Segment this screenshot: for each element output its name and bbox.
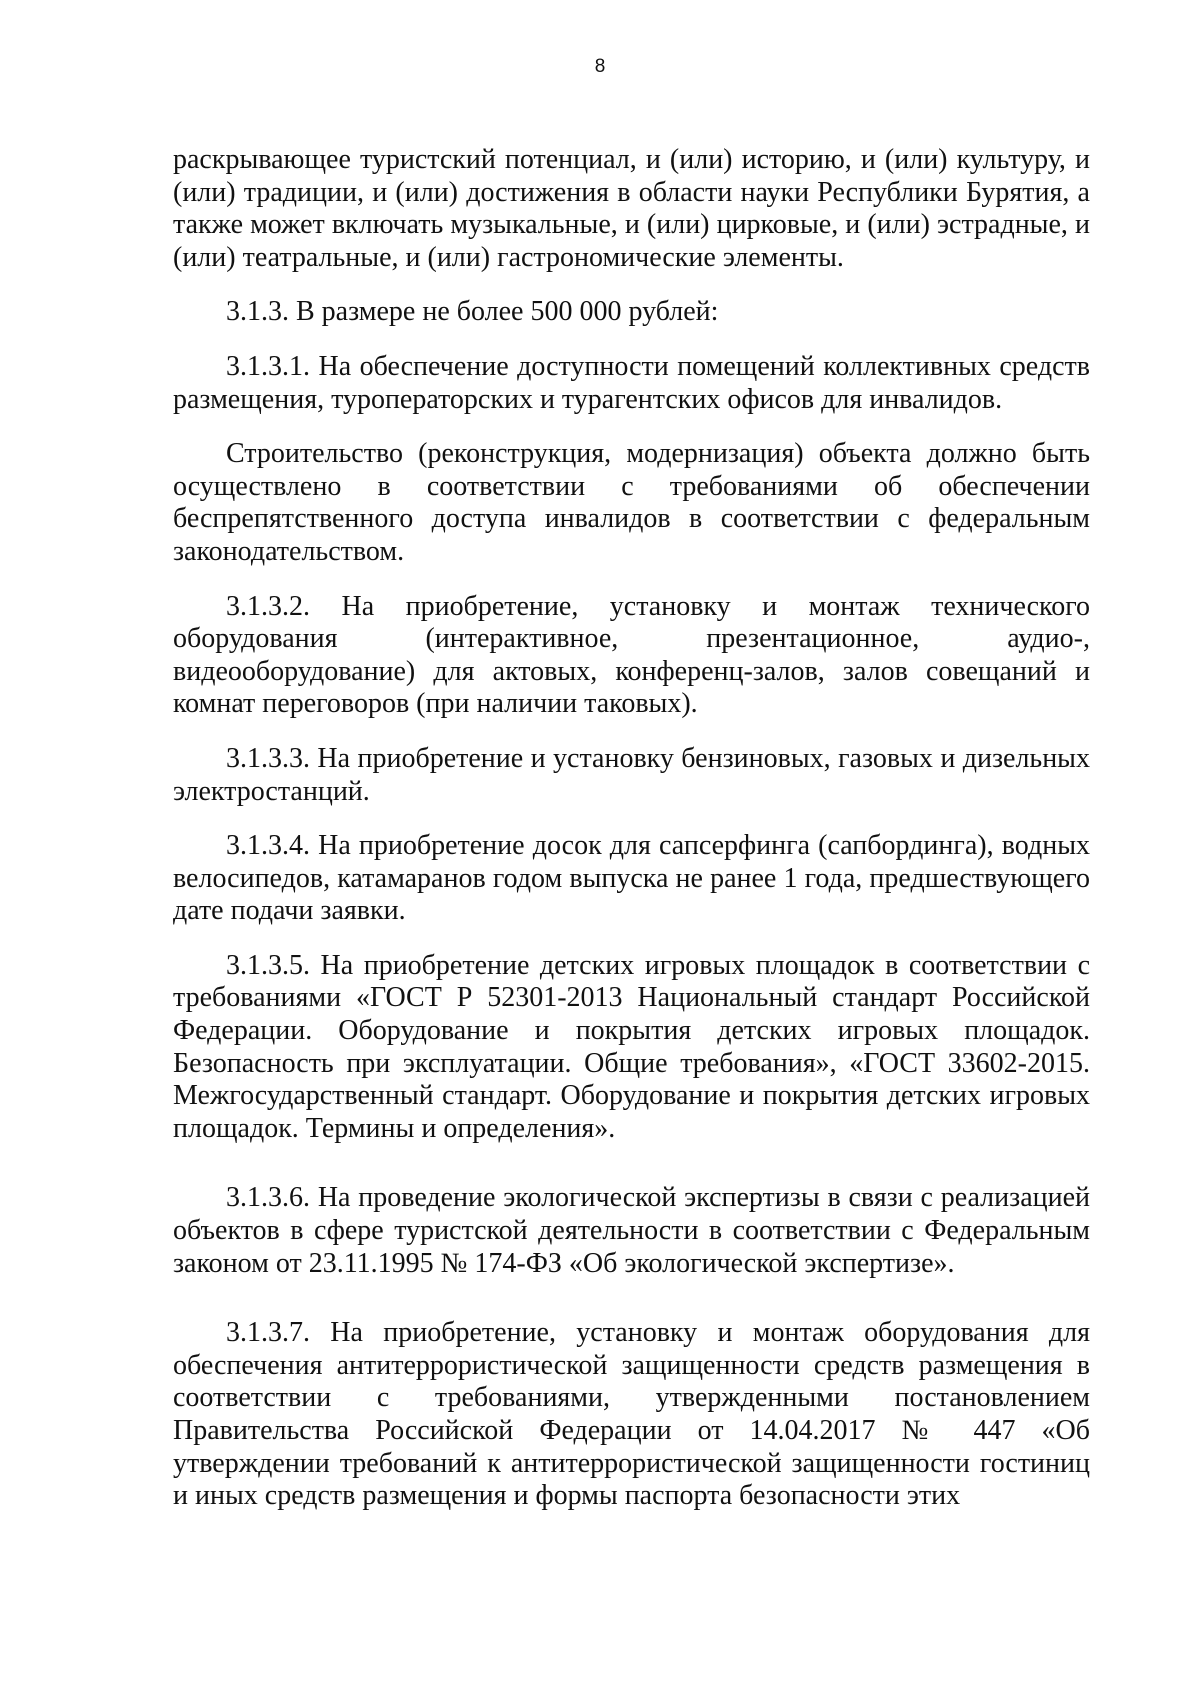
paragraph-construction-requirements: Строительство (реконструкция, модернизация) объекта должно быть осуществлено в соответствии с требованиями об обеспечении беспрепятственного доступа инвалидов в соответствии с федеральным законодательством. bbox=[173, 438, 1090, 567]
paragraph-3-1-3-1: 3.1.3.1. На обеспечение доступности помещений коллективных средств размещения, туроператорских и турагентских офисов для инвалидов. bbox=[173, 350, 1090, 415]
paragraph-3-1-3-4: 3.1.3.4. На приобретение досок для сапсерфинга (сапбординга), водных велосипедов, катамаранов годом выпуска не ранее 1 года, предшествующего дате подачи заявки. bbox=[173, 830, 1090, 927]
paragraph-3-1-3-5: 3.1.3.5. На приобретение детских игровых площадок в соответствии с требованиями «ГОСТ Р 52301-2013 Национальный стандарт Российской Федерации. Оборудование и покрытия детских игровых площадок. Безопасность при эксплуатации. Общие требования», «ГОСТ 33602-2015. Межгосударственный стандарт. Оборудование и покрытия детских игровых площадок. Термины и определения». bbox=[173, 949, 1090, 1144]
document-body bbox=[173, 144, 1090, 1513]
paragraph-3-1-3-6: 3.1.3.6. На проведение экологической экспертизы в связи с реализацией объектов в сфере туристской деятельности в соответствии с Федеральным законом от 23.11.1995 № 174-ФЗ «Об экологической экспертизе». bbox=[173, 1182, 1090, 1279]
paragraph-3-1-3-3: 3.1.3.3. На приобретение и установку бензиновых, газовых и дизельных электростанций. bbox=[173, 742, 1090, 807]
paragraph-continuation: раскрывающее туристский потенциал, и (или) историю, и (или) культуру, и (или) традиции, и (или) достижения в области науки Республики Бурятия, а также может включать музыкальные, и (или) цирковые, и (или) эстрадные, и (или) театральные, и (или) гастрономические элементы. bbox=[173, 144, 1090, 273]
paragraph-3-1-3-2: 3.1.3.2. На приобретение, установку и монтаж технического оборудования (интерактивное, презентационное, аудио-, видеооборудование) для актовых, конференц-залов, залов совещаний и комнат переговоров (при наличии таковых). bbox=[173, 590, 1090, 720]
page-number: 8 bbox=[594, 56, 606, 77]
paragraph-3-1-3-7: 3.1.3.7. На приобретение, установку и монтаж оборудования для обеспечения антитеррористической защищенности средств размещения в соответствии с требованиями, утвержденными постановлением Правительства Российской Федерации от 14.04.2017 № 447 «Об утверждении требований к антитеррористической защищенности гостиниц и иных средств размещения и формы паспорта безопасности этих bbox=[173, 1317, 1090, 1512]
paragraph-3-1-3: 3.1.3. В размере не более 500 000 рублей: bbox=[226, 296, 719, 328]
